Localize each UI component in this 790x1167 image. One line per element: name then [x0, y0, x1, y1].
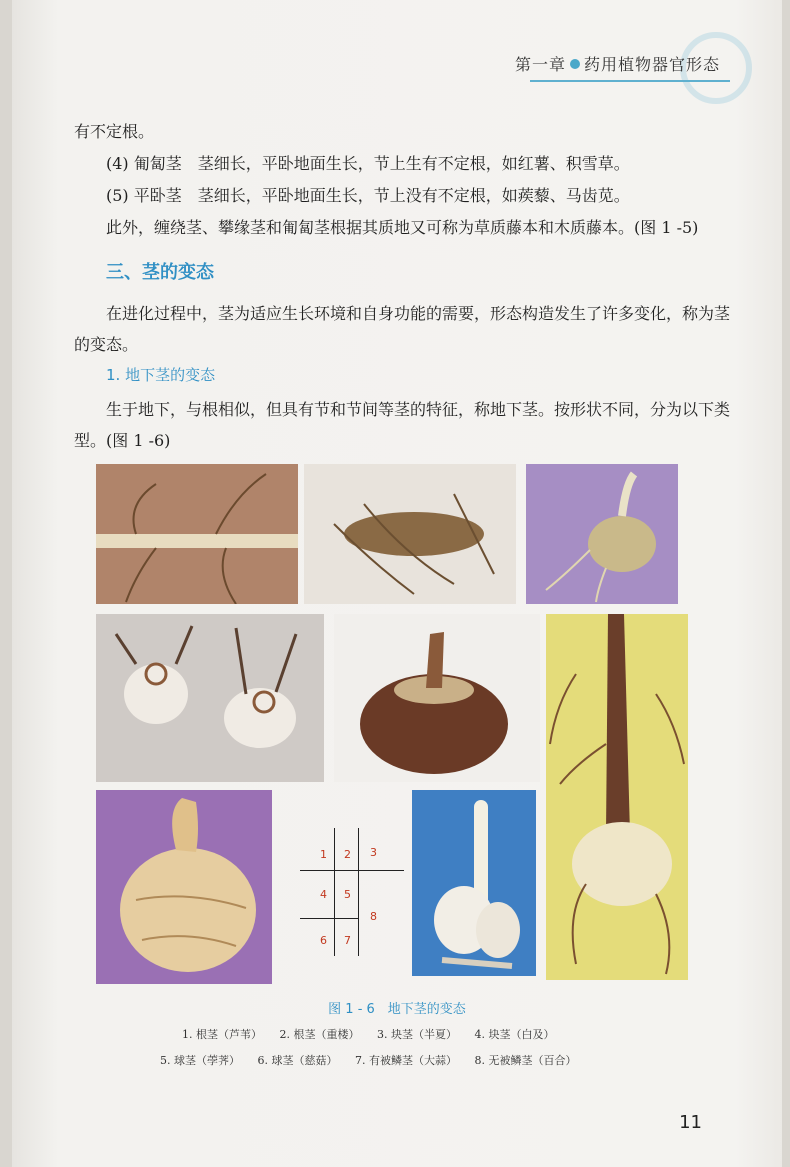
key-number-5: 5 [344, 888, 351, 901]
figure-legend-row-2 [160, 1052, 591, 1068]
legend-item-7: 7. 有被鳞茎（大蒜） [355, 1054, 457, 1067]
key-number-8: 8 [370, 910, 377, 923]
paragraph-continuation: 有不定根。 [74, 122, 155, 141]
page-number: 11 [679, 1112, 702, 1133]
running-header [515, 52, 720, 75]
legend-item-3: 3. 块茎（半夏） [377, 1028, 457, 1041]
photo-arrowhead-corm [96, 790, 272, 984]
legend-item-4: 4. 块茎（白及） [474, 1028, 555, 1041]
header-rule [530, 80, 730, 82]
key-number-4: 4 [320, 888, 327, 901]
paragraph-stolon: (4) 匍匐茎 茎细长，平卧地面生长，节上生有不定根，如红薯、积雪草。 [106, 154, 630, 173]
legend-item-1: 1. 根茎（芦苇） [182, 1028, 262, 1041]
figure-legend-row-1 [182, 1026, 569, 1042]
paragraph-prostrate-stem: (5) 平卧茎 茎细长，平卧地面生长，节上没有不定根，如蒺藜、马齿苋。 [106, 186, 630, 205]
photo-pinellia-tuber [526, 464, 678, 604]
key-number-6: 6 [320, 934, 327, 947]
key-number-7: 7 [344, 934, 351, 947]
figure-layout-key [300, 828, 404, 956]
book-page [12, 0, 782, 1167]
photo-water-chestnut-corm [334, 614, 540, 782]
legend-item-5: 5. 球茎（荸荠） [160, 1054, 240, 1067]
subsection-heading: 1. 地下茎的变态 [106, 366, 216, 384]
paragraph-intro: 在进化过程中，茎为适应生长环境和自身功能的需要，形态构造发生了许多变化，称为茎的变态。 [74, 304, 731, 354]
legend-item-2: 2. 根茎（重楼） [279, 1028, 360, 1041]
photo-lily-bulb [546, 614, 688, 980]
photo-bletilla-tuber [96, 614, 324, 782]
section-heading: 三、茎的变态 [106, 262, 214, 283]
key-number-3: 3 [370, 846, 377, 859]
legend-item-8: 8. 无被鳞茎（百合） [474, 1054, 577, 1067]
paragraph-vines: 此外，缠绕茎、攀缘茎和匍匐茎根据其质地又可称为草质藤本和木质藤本。(图 1 -5) [106, 218, 699, 237]
bullet-dot-icon [570, 59, 580, 69]
photo-garlic-bulb [412, 790, 536, 976]
chapter-title: 药用植物器官形态 [583, 55, 720, 74]
figure-caption: 图 1 - 6 地下茎的变态 [328, 1002, 466, 1017]
photo-paris-rhizome [304, 464, 516, 604]
legend-item-6: 6. 球茎（慈菇） [257, 1054, 338, 1067]
key-number-2: 2 [344, 848, 351, 861]
key-number-1: 1 [320, 848, 327, 861]
photo-reed-rhizome [96, 464, 298, 604]
paragraph-underground-stem: 生于地下，与根相似，但具有节和节间等茎的特征，称地下茎。按形状不同，分为以下类型。(图 1 -6) [74, 400, 731, 450]
chapter-label: 第一章 [514, 55, 566, 74]
